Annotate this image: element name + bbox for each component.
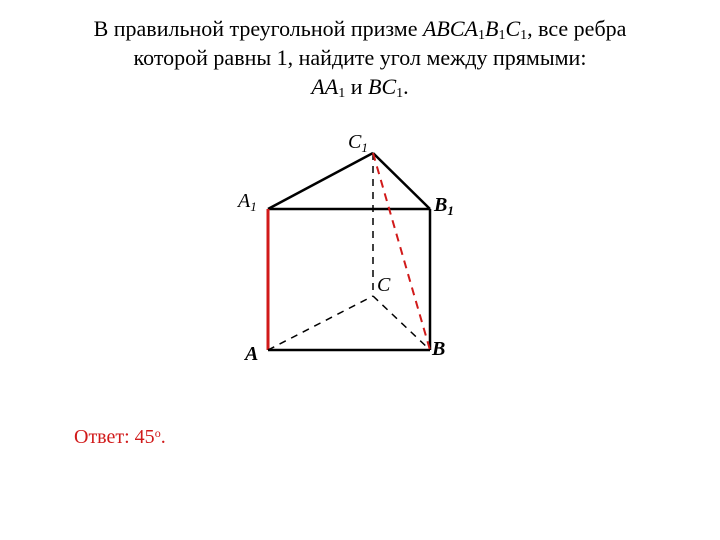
subscript: 1 <box>396 86 404 101</box>
problem-text: , все ребра <box>527 16 627 41</box>
subscript: 1 <box>338 86 346 101</box>
problem-text: и <box>345 74 369 99</box>
problem-text: . <box>403 74 409 99</box>
label-b: B <box>432 338 446 360</box>
answer <box>74 426 166 449</box>
label-a1: $A_1$ <box>238 190 257 214</box>
label-c1: $C_1$ <box>348 131 368 155</box>
prism-name: B <box>484 16 499 41</box>
subscript: 1 <box>477 28 485 43</box>
line-name: BC <box>368 74 397 99</box>
label-a: A <box>245 343 259 365</box>
edge-ac-hidden <box>268 296 373 350</box>
answer-text: Ответ: 45 <box>74 426 155 448</box>
subscript: 1 <box>520 28 528 43</box>
label-c: C <box>377 274 391 296</box>
problem-line-2: которой равны 1, найдите угол между прямыми: <box>133 45 587 70</box>
label-b1: $B_1$ <box>434 194 454 218</box>
line-name: AA <box>311 74 339 99</box>
prism-name: C <box>505 16 521 41</box>
edge-a1c1 <box>268 153 373 209</box>
answer-end: . <box>160 426 166 448</box>
subscript: 1 <box>498 28 506 43</box>
prism-name: ABCA <box>422 16 478 41</box>
problem-text: В правильной треугольной призме <box>93 16 423 41</box>
degree-mark: о <box>154 426 161 440</box>
edge-cb-hidden <box>373 296 430 350</box>
